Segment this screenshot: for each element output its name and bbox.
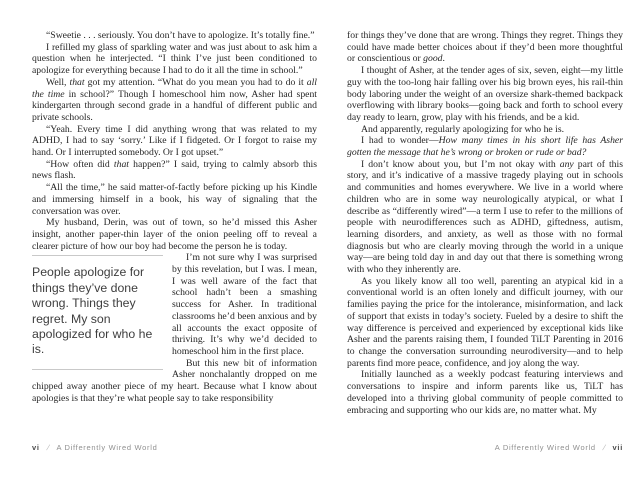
paragraph: Initially launched as a weekly podcast featuring interviews and conversations to inspire and inform parents like us, TiLT has developed into a thriving global community of people committed to embracing and supporting who our kids are, no matter what. My xyxy=(347,369,623,416)
paragraph: I thought of Asher, at the tender ages of six, seven, eight—my little guy with the too-long hair falling over his big brown eyes, his rail-thin body laboring under the weight of an oversize shark-themed backpack overflowing with library books—going back and forth to school every day ready to learn, grow, play with his friends, and be a kid. xyxy=(347,65,623,123)
left-page-footer xyxy=(32,443,157,452)
pull-quote xyxy=(32,255,163,369)
paragraph: I had to wonder—How many times in his short life has Asher gotten the message that he’s wrong or broken or rude or bad? xyxy=(347,135,623,159)
paragraph: And apparently, regularly apologizing for who he is. xyxy=(361,123,565,135)
paragraph: I’m not sure why I was surprised by this revelation, but I was. I mean, I was well aware of the fact that school hadn’t been a smashing success for Asher. In traditional classrooms he’d been anxious and by all accounts the exact opposite of thriving. It’s why we’d decided to homeschool him in the first place. xyxy=(172,252,317,357)
left-page-paragraphs-before-quote xyxy=(32,30,317,252)
right-page-text-column xyxy=(347,30,623,416)
paragraph: “Yeah. Every time I did anything wrong that was related to my ADHD, I had to say ‘sorry.’ Like if I fidgeted. Or I forgot to raise my hand. Or I interrupted somebody. Or I got upset.” xyxy=(32,123,317,159)
running-title: A Differently Wired World xyxy=(56,443,158,452)
paragraph: “Sweetie . . . seriously. You don’t have to apologize. It’s totally fine.” xyxy=(46,30,315,41)
slash-separator: / xyxy=(601,443,608,452)
right-page-number: vii xyxy=(612,443,623,452)
right-page-paragraphs xyxy=(347,30,623,416)
paragraph: for things they’ve done that are wrong. Things they regret. Things they could have made better choices about if they’d been more thoughtful or conscientious or good. xyxy=(347,30,623,65)
paragraph: As you likely know all too well, parenting an atypical kid in a conventional world is an often lonely and difficult journey, with our families paying the price for the intolerance, misinformation, and lack of support that exists in today’s society. Fueled by a desire to shift the way difference is perceived and experienced by exceptional kids like Asher and the parents raising them, I founded TiLT Parenting in 2016 to change the conversation surrounding neurodiversity—and to help parents find more peace, confidence, and joy along the way. xyxy=(347,275,623,369)
paragraph: My husband, Derin, was out of town, so he’d missed this Asher insight, another paper-thin layer of the onion peeling off to reveal a clearer picture of how our boy had become the person he is today. xyxy=(32,217,317,252)
paragraph: I don’t know about you, but I’m not okay with any part of this story, and it’s indicative of a massive tragedy playing out in schools and communities and homes everywhere. We live in a world where children who are in some way neurologically atypical, or what I describe as “differently wired”—a term I use to refer to the millions of people with neurodifferences such as ADHD, giftedness, autism, learning disorders, and anxiety, as well as those with no formal diagnosis but who are clearly moving through the world in a unique way—are being told day in and day out that there is something wrong with who they inherently are. xyxy=(347,158,623,276)
paragraph: “How often did that happen?” I said, trying to calmly absorb this news flash. xyxy=(32,158,317,182)
pull-quote-text: People apologize for things they’ve done wrong. Things they regret. My son apologized for who he is. xyxy=(32,265,153,357)
paragraph: But this new bit of information Asher nonchalantly dropped on me chipped away another piece of my heart. Because what I know about apologies is that they’re what people say to take responsibility xyxy=(32,357,317,404)
running-title: A Differently Wired World xyxy=(494,443,596,452)
slash-separator: / xyxy=(45,443,51,452)
left-page-text-column xyxy=(32,30,317,405)
paragraph: Well, that got my attention. “What do you mean you had to do it all the time in school?” Though I homeschool him now, Asher had spent kindergarten through second grade in a handful of different public and private schools. xyxy=(32,76,318,123)
paragraph: I refilled my glass of sparkling water and was just about to ask him a question when he interjected. “I think I’ve just been conditioned to apologize for everything because I had to do it all the time in school.” xyxy=(32,41,317,77)
left-page-number: vi xyxy=(32,443,40,452)
right-page-footer xyxy=(495,443,623,452)
paragraph: “All the time,” he said matter-of-factly before picking up his Kindle and immersing himself in a book, his way of signaling that the conversation was over. xyxy=(32,182,317,217)
